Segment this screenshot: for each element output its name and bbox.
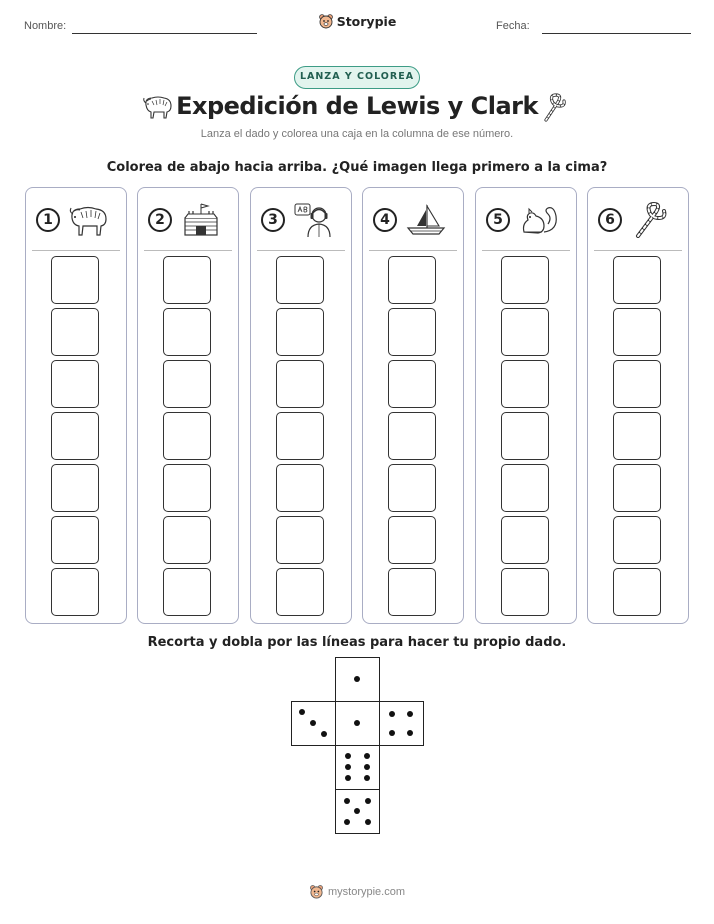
die-pip bbox=[354, 808, 360, 814]
column-1 bbox=[25, 187, 127, 624]
die-pip bbox=[364, 753, 370, 759]
column-divider bbox=[144, 250, 232, 251]
die-pip bbox=[365, 819, 371, 825]
boat-icon bbox=[405, 202, 447, 238]
color-box[interactable] bbox=[276, 568, 324, 616]
rope-icon bbox=[540, 92, 568, 122]
color-box[interactable] bbox=[51, 516, 99, 564]
color-box[interactable] bbox=[388, 412, 436, 460]
column-divider bbox=[369, 250, 457, 251]
color-box[interactable] bbox=[613, 308, 661, 356]
color-box[interactable] bbox=[388, 360, 436, 408]
footer-link[interactable]: mystorypie.com bbox=[327, 885, 406, 898]
column-divider bbox=[594, 250, 682, 251]
instruction-top: Colorea de abajo hacia arriba. ¿Qué imagen llega primero a la cima? bbox=[106, 160, 608, 175]
logo-text: Storypie bbox=[336, 13, 397, 29]
die-face-1 bbox=[335, 657, 380, 702]
color-box[interactable] bbox=[501, 464, 549, 512]
date-label: Fecha: bbox=[496, 20, 530, 32]
color-box[interactable] bbox=[388, 516, 436, 564]
color-box[interactable] bbox=[51, 412, 99, 460]
date-line[interactable] bbox=[542, 33, 691, 34]
column-divider bbox=[482, 250, 570, 251]
color-box[interactable] bbox=[51, 308, 99, 356]
die-face-1-center bbox=[335, 701, 380, 746]
color-box[interactable] bbox=[501, 256, 549, 304]
die-pip bbox=[321, 731, 327, 737]
color-box[interactable] bbox=[163, 516, 211, 564]
die-pip bbox=[365, 798, 371, 804]
die-pip bbox=[345, 775, 351, 781]
die-pip bbox=[299, 709, 305, 715]
name-label: Nombre: bbox=[24, 20, 67, 32]
die-pip bbox=[407, 711, 413, 717]
color-box[interactable] bbox=[501, 568, 549, 616]
color-box[interactable] bbox=[613, 516, 661, 564]
die-face-3 bbox=[291, 701, 336, 746]
die-pip bbox=[344, 819, 350, 825]
die-pip bbox=[310, 720, 316, 726]
storypie-logo bbox=[0, 13, 714, 33]
page-title: Expedición de Lewis y Clark bbox=[176, 92, 538, 120]
die-face-4 bbox=[379, 701, 424, 746]
color-box[interactable] bbox=[388, 308, 436, 356]
column-2 bbox=[137, 187, 239, 624]
bear-mascot-icon bbox=[309, 884, 324, 899]
color-box[interactable] bbox=[613, 568, 661, 616]
die-pip bbox=[354, 676, 360, 682]
fort-icon bbox=[180, 202, 222, 238]
die-pip bbox=[345, 753, 351, 759]
color-box[interactable] bbox=[276, 308, 324, 356]
color-box[interactable] bbox=[388, 568, 436, 616]
bear-mascot-icon bbox=[318, 13, 334, 29]
column-number: 3 bbox=[261, 208, 285, 232]
die-pip bbox=[364, 764, 370, 770]
color-box[interactable] bbox=[276, 464, 324, 512]
color-box[interactable] bbox=[51, 568, 99, 616]
die-pip bbox=[389, 711, 395, 717]
column-3 bbox=[250, 187, 352, 624]
die-face-5 bbox=[335, 789, 380, 834]
instruction-bottom: Recorta y dobla por las líneas para hacer tu propio dado. bbox=[147, 635, 567, 650]
column-divider bbox=[32, 250, 120, 251]
column-4 bbox=[362, 187, 464, 624]
color-box[interactable] bbox=[163, 412, 211, 460]
column-5 bbox=[475, 187, 577, 624]
color-box[interactable] bbox=[51, 256, 99, 304]
color-box[interactable] bbox=[51, 360, 99, 408]
column-divider bbox=[257, 250, 345, 251]
column-number: 1 bbox=[36, 208, 60, 232]
color-box[interactable] bbox=[613, 464, 661, 512]
rope-icon bbox=[630, 202, 672, 238]
die-face-6 bbox=[335, 745, 380, 790]
color-box[interactable] bbox=[501, 412, 549, 460]
color-box[interactable] bbox=[276, 516, 324, 564]
color-box[interactable] bbox=[276, 412, 324, 460]
subtitle: Lanza el dado y colorea una caja en la columna de ese número. bbox=[200, 128, 514, 140]
die-pip bbox=[389, 730, 395, 736]
die-pip bbox=[407, 730, 413, 736]
column-6 bbox=[587, 187, 689, 624]
color-box[interactable] bbox=[163, 568, 211, 616]
column-number: 5 bbox=[486, 208, 510, 232]
bison-icon bbox=[68, 202, 110, 238]
color-box[interactable] bbox=[501, 308, 549, 356]
color-box[interactable] bbox=[613, 412, 661, 460]
die-pip bbox=[364, 775, 370, 781]
activity-badge: LANZA Y COLOREA bbox=[294, 66, 420, 89]
footer bbox=[0, 884, 714, 903]
color-box[interactable] bbox=[163, 256, 211, 304]
color-box[interactable] bbox=[501, 516, 549, 564]
color-box[interactable] bbox=[501, 360, 549, 408]
color-box[interactable] bbox=[51, 464, 99, 512]
column-number: 6 bbox=[598, 208, 622, 232]
color-box[interactable] bbox=[613, 360, 661, 408]
die-pip bbox=[354, 720, 360, 726]
die-pip bbox=[345, 764, 351, 770]
color-box[interactable] bbox=[163, 308, 211, 356]
name-line[interactable] bbox=[72, 33, 257, 34]
color-box[interactable] bbox=[388, 256, 436, 304]
column-number: 2 bbox=[148, 208, 172, 232]
color-box[interactable] bbox=[613, 256, 661, 304]
color-box[interactable] bbox=[388, 464, 436, 512]
column-number: 4 bbox=[373, 208, 397, 232]
interpreter-icon bbox=[293, 202, 335, 238]
color-box[interactable] bbox=[163, 464, 211, 512]
squirrel-icon bbox=[518, 202, 560, 238]
die-pip bbox=[344, 798, 350, 804]
color-box[interactable] bbox=[276, 256, 324, 304]
color-box[interactable] bbox=[276, 360, 324, 408]
color-box[interactable] bbox=[163, 360, 211, 408]
